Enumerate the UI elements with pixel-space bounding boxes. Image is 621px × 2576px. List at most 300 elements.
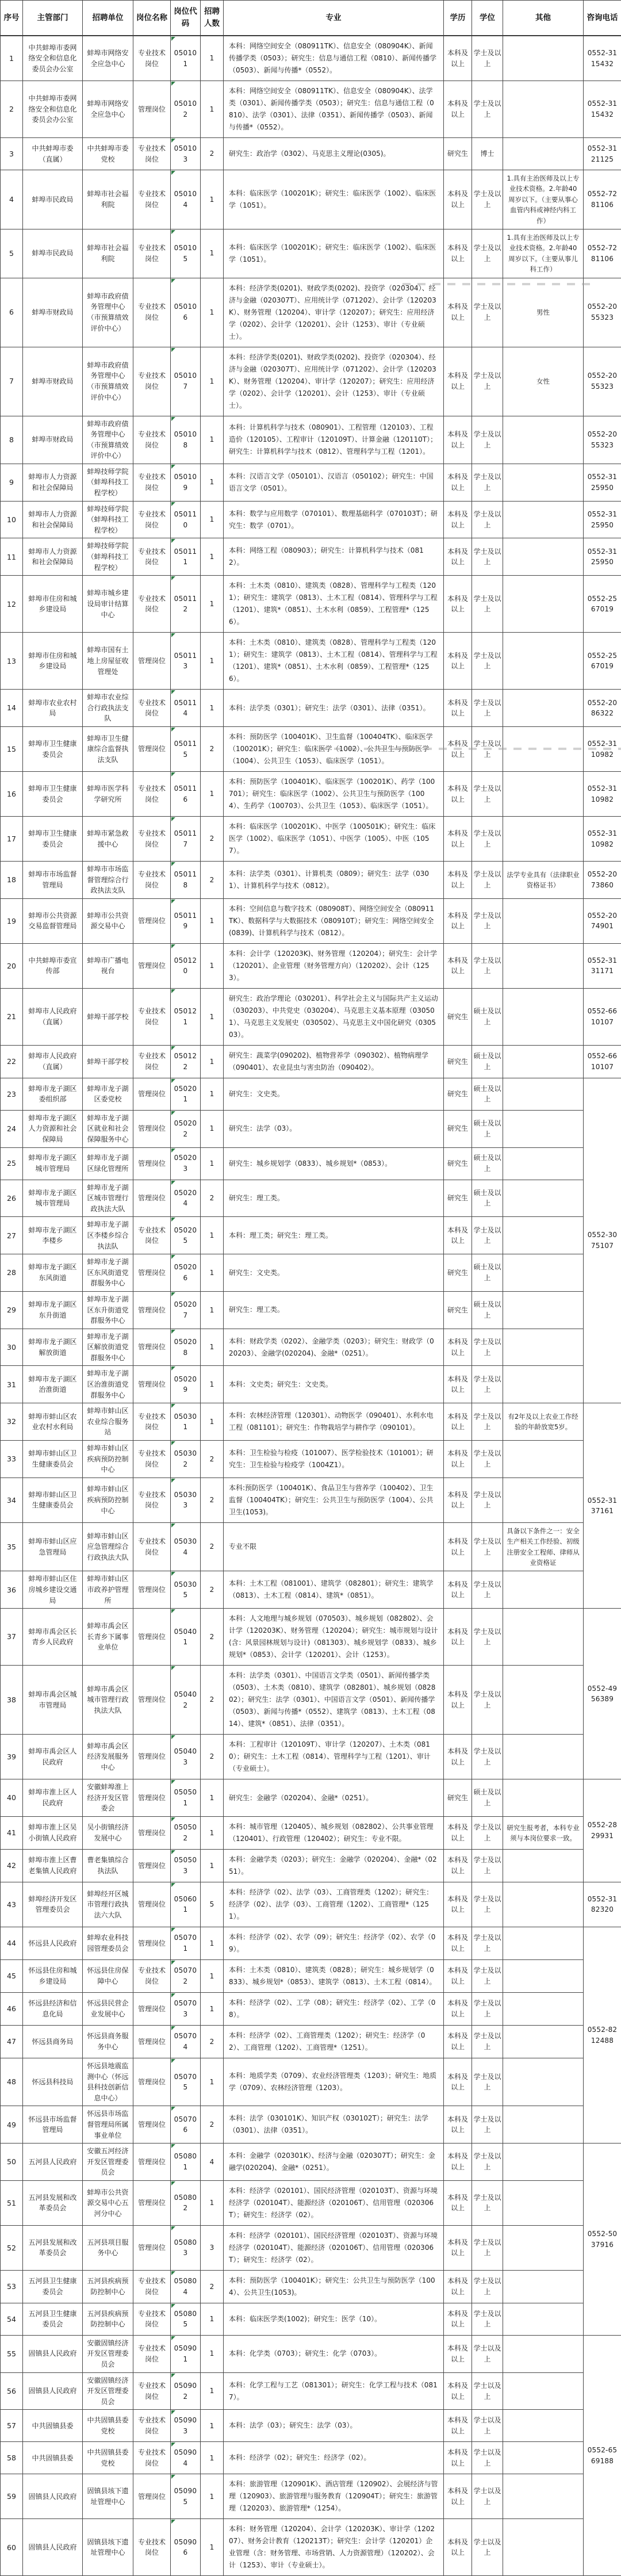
- cell-code: 050116: [171, 772, 201, 817]
- cell-post: 管理岗位: [133, 1078, 171, 1110]
- cell-code: 050702: [171, 1959, 201, 1992]
- cell-post: 管理岗位: [133, 1666, 171, 1735]
- cell-count: 2: [201, 727, 224, 772]
- cell-degree: 学士及以上: [472, 943, 503, 988]
- cell-degree: 学士及以上: [472, 633, 503, 690]
- cell-unit: 五河县项目服务中心: [83, 2225, 133, 2270]
- cell-degree: 学士及以上: [472, 772, 503, 817]
- cell-degree: 硕士及以上: [472, 1045, 503, 1078]
- cell-unit: 怀远县地震监测中心（怀远县科技创新信息中心）: [83, 2058, 133, 2106]
- cell-other: [503, 2474, 584, 2519]
- cell-degree: 学士及以上: [472, 1478, 503, 1522]
- col-header-other: 其他: [503, 1, 584, 36]
- cell-phone: 0552-6569188: [584, 2335, 621, 2576]
- cell-seq: 19: [1, 898, 23, 943]
- table-row: [1, 1366, 621, 1403]
- cell-unit: 蚌埠市蚌山区农业综合服务站: [83, 1403, 133, 1441]
- col-header-edu: 学历: [444, 1, 472, 36]
- table-row: [1, 1992, 621, 2025]
- cell-seq: 25: [1, 1147, 23, 1180]
- cell-major: 研究生：政治学理论（030201）、科学社会主义与国际共产主义运动（030203）、中共党史（030204）、马克思主义基本原理（030501）、马克思主义发展史（030502）、马克思主义中国化研究（030503）。: [224, 988, 444, 1045]
- cell-post: 管理岗位: [133, 1366, 171, 1403]
- table-row: [1, 538, 621, 576]
- cell-count: 1: [201, 943, 224, 988]
- table-row: [1, 690, 621, 727]
- cell-dept: 蚌埠市财政局: [23, 347, 83, 416]
- cell-edu: 本科及以上: [444, 2519, 472, 2576]
- cell-other: [503, 538, 584, 576]
- cell-other: [503, 2106, 584, 2144]
- table-row: [1, 1609, 621, 1666]
- cell-count: 2: [201, 1441, 224, 1478]
- cell-phone: 0552-2086322: [584, 690, 621, 727]
- cell-post: 管理岗位: [133, 2058, 171, 2106]
- cell-other: [503, 501, 584, 538]
- cell-dept: 固镇县人民政府: [23, 2519, 83, 2576]
- table-row: [1, 1522, 621, 1571]
- table-row: [1, 278, 621, 347]
- cell-seq: 17: [1, 817, 23, 862]
- cell-other: [503, 1217, 584, 1254]
- cell-unit: 蚌埠市政府债务管理中心（市预算绩效评价中心）: [83, 347, 133, 416]
- cell-degree: 学士及以上: [472, 862, 503, 899]
- cell-edu: 研究生: [444, 1110, 472, 1147]
- cell-unit: 怀远县市场监督管理局所属事业单位: [83, 2106, 133, 2144]
- cell-edu: 本科及以上: [444, 278, 472, 347]
- cell-edu: 本科及以上: [444, 81, 472, 138]
- cell-major: 研究生：文史类。: [224, 1254, 444, 1292]
- cell-count: 1: [201, 2180, 224, 2225]
- table-row: [1, 2442, 621, 2474]
- cell-edu: 本科及以上: [444, 2303, 472, 2335]
- table-row: [1, 347, 621, 416]
- cell-other: [503, 1882, 584, 1927]
- cell-major: 本科：数学与应用数学（070101）、数理基础科学（070103T）；研究生：数学（0701）。: [224, 501, 444, 538]
- cell-post: 管理岗位: [133, 81, 171, 138]
- table-row: [1, 36, 621, 81]
- cell-post: 专业技术岗位: [133, 347, 171, 416]
- cell-post: 专业技术岗位: [133, 2303, 171, 2335]
- cell-code: 050706: [171, 2106, 201, 2144]
- cell-unit: 固镇县垓下遗址管理中心: [83, 2474, 133, 2519]
- cell-post: 管理岗位: [133, 2225, 171, 2270]
- cell-post: 管理岗位: [133, 1329, 171, 1366]
- table-row: [1, 2519, 621, 2576]
- cell-other: [503, 1078, 584, 1110]
- cell-code: 050207: [171, 1291, 201, 1329]
- cell-post: 专业技术岗位: [133, 2270, 171, 2303]
- cell-seq: 29: [1, 1291, 23, 1329]
- cell-major: 研究生：城乡规划学（0833）、城乡规划*（0853）。: [224, 1147, 444, 1180]
- cell-major: 本科：经济学类(0201)、财政学类(0202)、投资学（020304）、经济与金融（020307T）、应用统计学（071202）、会计学（120203K）、财务管理（120204）、审计学（120207）；研究生：应用经济学（0202）、会计学（120201）、会计（1253）、审计（专业硕士）。: [224, 278, 444, 347]
- cell-edu: 本科及以上: [444, 817, 472, 862]
- table-row: [1, 2180, 621, 2225]
- cell-count: 3: [201, 2225, 224, 2270]
- cell-seq: 39: [1, 1735, 23, 1779]
- cell-degree: 学士及以上: [472, 727, 503, 772]
- cell-other: [503, 1147, 584, 1180]
- cell-unit: 蚌埠市蚌山区市政养护管理所: [83, 1571, 133, 1609]
- cell-post: 专业技术岗位: [133, 862, 171, 899]
- cell-unit: 蚌埠市公共资源交易中心: [83, 898, 133, 943]
- cell-edu: 本科及以上: [444, 1959, 472, 1992]
- table-row: [1, 229, 621, 278]
- cell-unit: 吴小街镇经济发展中心: [83, 1816, 133, 1849]
- cell-major: 研究生：文史类。: [224, 1078, 444, 1110]
- cell-seq: 50: [1, 2144, 23, 2181]
- cell-post: 管理岗位: [133, 1927, 171, 1959]
- cell-unit: 蚌埠市蚌山区疾病预防控制中心: [83, 1478, 133, 1522]
- cell-other: [503, 138, 584, 170]
- cell-degree: 学士及以上: [472, 347, 503, 416]
- cell-count: 1: [201, 1329, 224, 1366]
- cell-other: [503, 1366, 584, 1403]
- cell-degree: 学士及以上: [472, 1217, 503, 1254]
- table-row: [1, 138, 621, 170]
- cell-count: 1: [201, 2442, 224, 2474]
- table-row: [1, 2270, 621, 2303]
- cell-dept: 蚌埠市龙子湖区东升街道: [23, 1291, 83, 1329]
- cell-post: 专业技术岗位: [133, 538, 171, 576]
- table-row: [1, 81, 621, 138]
- cell-major: 本科：地质学类（0709）、农业经济管理类（1203）；研究生：地质学（0709）、农林经济管理（1203）。: [224, 2058, 444, 2106]
- cell-phone: 0552-2055323: [584, 416, 621, 464]
- cell-count: 1: [201, 1816, 224, 1849]
- cell-post: 管理岗位: [133, 2180, 171, 2225]
- cell-post: 管理岗位: [133, 1110, 171, 1147]
- table-row: [1, 2474, 621, 2519]
- cell-degree: 学士及以上: [472, 1571, 503, 1609]
- cell-edu: 本科及以上: [444, 1329, 472, 1366]
- cell-count: 1: [201, 1849, 224, 1882]
- cell-count: 1: [201, 772, 224, 817]
- cell-seq: 60: [1, 2519, 23, 2576]
- cell-code: 050121: [171, 988, 201, 1045]
- cell-other: [503, 2335, 584, 2372]
- cell-unit: 五河县疾病预防控制中心: [83, 2303, 133, 2335]
- cell-unit: 蚌埠市社会福利院: [83, 229, 133, 278]
- cell-post: 管理岗位: [133, 1735, 171, 1779]
- cell-post: 专业技术岗位: [133, 464, 171, 501]
- cell-other: [503, 1291, 584, 1329]
- cell-seq: 32: [1, 1403, 23, 1441]
- cell-unit: 蚌埠市禹会区经济发展服务中心: [83, 1735, 133, 1779]
- cell-degree: 硕士及以上: [472, 1779, 503, 1817]
- cell-unit: 怀远县住房保障中心: [83, 1959, 133, 1992]
- cell-unit: 蚌埠市蚌山区应急管理综合行政执法大队: [83, 1522, 133, 1571]
- cell-major: 本科：法学类（0301）、计算机类（0809）；研究生：法学（0301）、计算机科学与技术（0812）。: [224, 862, 444, 899]
- cell-count: 2: [201, 817, 224, 862]
- cell-unit: 固镇县垓下遗址管理中心: [83, 2519, 133, 2576]
- cell-code: 050203: [171, 1147, 201, 1180]
- cell-seq: 38: [1, 1666, 23, 1735]
- table-row: [1, 1329, 621, 1366]
- cell-unit: 蚌埠经开区城市管理行政执法六大队: [83, 1882, 133, 1927]
- cell-dept: 固镇县人民政府: [23, 2474, 83, 2519]
- cell-count: 1: [201, 1110, 224, 1147]
- cell-seq: 30: [1, 1329, 23, 1366]
- cell-seq: 34: [1, 1478, 23, 1522]
- cell-major: 本科：经济学类(0201)、财政学类(0202)、投资学（020304）、经济与金融（020307T）、应用统计学（071202）、会计学（120203K）、财务管理（120204）、审计学（120207）；研究生：应用经济学（0202）、会计学（120201）、会计（1253）、审计（专业硕士）。: [224, 347, 444, 416]
- cell-post: 专业技术岗位: [133, 1522, 171, 1571]
- cell-major: 本科：经济学（020101）、国民经济管理（020103T）、资源与环境经济学（020104T）、能源经济（020106T）、信用管理（020306T）；研究生：经济学（02）。: [224, 2225, 444, 2270]
- cell-edu: 本科及以上: [444, 2442, 472, 2474]
- cell-edu: 本科及以上: [444, 1992, 472, 2025]
- cell-post: 管理岗位: [133, 1882, 171, 1927]
- cell-code: 050112: [171, 576, 201, 633]
- cell-major: 本科：财务管理（120204）、会计学（120203K）、审计学（120207）、财务会计教育（120213T）；研究生：会计学（120201）企业管理（含：财务管理、市场营销、人力资源管理）（120202）、会计（1253）、审计（专业硕士）。: [224, 2519, 444, 2576]
- cell-degree: 学士及以上: [472, 1522, 503, 1571]
- cell-dept: 蚌埠市龙子湖区治淮街道: [23, 1366, 83, 1403]
- cell-code: 050901: [171, 2335, 201, 2372]
- cell-phone: 0552-3125950: [584, 538, 621, 576]
- cell-seq: 4: [1, 170, 23, 229]
- cell-edu: 研究生: [444, 138, 472, 170]
- cell-post: 专业技术岗位: [133, 278, 171, 347]
- cell-major: 本科：文史类；研究生：文史类。: [224, 1366, 444, 1403]
- cell-edu: 研究生: [444, 1779, 472, 1817]
- cell-phone: 0552-2567019: [584, 576, 621, 633]
- table-row: [1, 943, 621, 988]
- cell-seq: 57: [1, 2410, 23, 2442]
- cell-phone: 0552-3110982: [584, 772, 621, 817]
- cell-seq: 31: [1, 1366, 23, 1403]
- cell-post: 管理岗位: [133, 1816, 171, 1849]
- cell-major: 研究生：理工类。: [224, 1291, 444, 1329]
- cell-unit: 蚌埠技师学院（蚌埠科技工程学校）: [83, 538, 133, 576]
- cell-seq: 47: [1, 2025, 23, 2058]
- cell-major: 本科：预防医学（100401K）、临床医学（100201K）、药学（100701）；研究生：临床医学（1002）、公共卫生与预防医学（1004）、生药学（100703）、公共卫生（1053）、临床医学（1051）。: [224, 772, 444, 817]
- cell-count: 1: [201, 2372, 224, 2410]
- cell-dept: 怀远县市场监督管理局: [23, 2106, 83, 2144]
- cell-unit: 安徽固镇经济开发区管理委员会: [83, 2335, 133, 2372]
- cell-code: 050803: [171, 2225, 201, 2270]
- table-row: [1, 576, 621, 633]
- cell-degree: 学士及以上: [472, 464, 503, 501]
- cell-count: 4: [201, 2144, 224, 2181]
- cell-phone: 0552-2829931: [584, 1779, 621, 1882]
- table-row: [1, 1816, 621, 1849]
- table-body: [1, 36, 621, 2576]
- cell-code: 050104: [171, 170, 201, 229]
- cell-code: 050906: [171, 2519, 201, 2576]
- cell-degree: 学士及以上: [472, 1927, 503, 1959]
- cell-degree: 硕士及以上: [472, 1110, 503, 1147]
- cell-degree: 学士及以上: [472, 817, 503, 862]
- cell-unit: 蚌埠市龙子湖区就业和社会保障服务中心: [83, 1110, 133, 1147]
- cell-code: 050703: [171, 1992, 201, 2025]
- cell-dept: 五河县人民政府: [23, 2144, 83, 2181]
- cell-degree: 学士及以上: [472, 1992, 503, 2025]
- cell-edu: 本科及以上: [444, 2270, 472, 2303]
- cell-count: 1: [201, 1078, 224, 1110]
- cell-seq: 27: [1, 1217, 23, 1254]
- cell-dept: 蚌埠市人力资源和社会保障局: [23, 464, 83, 501]
- cell-other: [503, 1849, 584, 1882]
- cell-degree: 学士以及上: [472, 2372, 503, 2410]
- cell-post: 专业技术岗位: [133, 501, 171, 538]
- cell-seq: 1: [1, 36, 23, 81]
- cell-count: 1: [201, 1366, 224, 1403]
- cell-count: 1: [201, 1959, 224, 1992]
- table-row: [1, 2144, 621, 2181]
- cell-seq: 58: [1, 2442, 23, 2474]
- table-row: [1, 862, 621, 899]
- cell-count: 1: [201, 2519, 224, 2576]
- cell-unit: 蚌埠市社会福利院: [83, 170, 133, 229]
- cell-code: 050705: [171, 2058, 201, 2106]
- cell-degree: 学士及以上: [472, 1735, 503, 1779]
- cell-degree: 硕士及以上: [472, 1078, 503, 1110]
- cell-count: 1: [201, 278, 224, 347]
- cell-code: 050204: [171, 1180, 201, 1217]
- cell-degree: 学士及以上: [472, 2303, 503, 2335]
- cell-dept: 中共蚌埠市委（直属）: [23, 138, 83, 170]
- cell-post: 管理岗位: [133, 2025, 171, 2058]
- cell-code: 050904: [171, 2442, 201, 2474]
- cell-seq: 11: [1, 538, 23, 576]
- cell-major: 本科：法学类（0301）；研究生：法学（0301）、法律（0351）。: [224, 690, 444, 727]
- cell-degree: 学士及以上: [472, 2144, 503, 2181]
- cell-count: 1: [201, 36, 224, 81]
- cell-degree: 学士以及上: [472, 2410, 503, 2442]
- cell-code: 050402: [171, 1666, 201, 1735]
- cell-count: 1: [201, 170, 224, 229]
- cell-other: [503, 2058, 584, 2106]
- cell-count: 1: [201, 2303, 224, 2335]
- cell-post: 专业技术岗位: [133, 170, 171, 229]
- cell-major: 研究生：理工类。: [224, 1180, 444, 1217]
- col-header-unit: 招聘单位: [83, 1, 133, 36]
- cell-code: 050903: [171, 2410, 201, 2442]
- cell-post: 专业技术岗位: [133, 690, 171, 727]
- cell-other: [503, 1959, 584, 1992]
- cell-major: 本科：经济学（02）、法学（03）、工商管理类（1202）；研究生：经济学（02）、法学（03）、工商管理（1202）、工商管理*（1251）。: [224, 1882, 444, 1927]
- cell-major: 本科：经济学（02）、农学（09）；研究生：经济学（02）、农学（09）。: [224, 1927, 444, 1959]
- cell-seq: 49: [1, 2106, 23, 2144]
- cell-code: 050208: [171, 1329, 201, 1366]
- cell-count: 1: [201, 347, 224, 416]
- cell-dept: 固镇县人民政府: [23, 2372, 83, 2410]
- cell-major: 本科：化学类（0703）；研究生：化学（0703）。: [224, 2335, 444, 2372]
- cell-major: 本科：临床医学（100201K）；研究生：临床医学（1002）、临床医学（1051）。: [224, 170, 444, 229]
- table-row: [1, 633, 621, 690]
- table-row: [1, 1882, 621, 1927]
- cell-count: 2: [201, 2270, 224, 2303]
- table-row: [1, 1779, 621, 1817]
- cell-unit: 蚌埠市国有土地上房屋征收管理处: [83, 633, 133, 690]
- cell-count: 1: [201, 2410, 224, 2442]
- cell-code: 050118: [171, 862, 201, 899]
- cell-count: 1: [201, 633, 224, 690]
- table-row: [1, 1478, 621, 1522]
- cell-seq: 41: [1, 1816, 23, 1849]
- cell-edu: 本科及以上: [444, 1735, 472, 1779]
- cell-post: 专业技术岗位: [133, 1217, 171, 1254]
- table-row: [1, 1110, 621, 1147]
- cell-other: [503, 727, 584, 772]
- cell-edu: 本科及以上: [444, 2335, 472, 2372]
- cell-post: 管理岗位: [133, 1609, 171, 1666]
- cell-code: 050108: [171, 416, 201, 464]
- cell-code: 050110: [171, 501, 201, 538]
- cell-dept: 蚌埠市淮上区曹老集镇人民政府: [23, 1849, 83, 1882]
- cell-unit: 蚌埠市紧急救援中心: [83, 817, 133, 862]
- cell-edu: 本科及以上: [444, 2058, 472, 2106]
- table-row: [1, 988, 621, 1045]
- cell-edu: 本科及以上: [444, 2372, 472, 2410]
- cell-major: 本科：经济学（02）、工学（08）；研究生：经济学（02）、工学（08）。: [224, 1992, 444, 2025]
- cell-other: [503, 1571, 584, 1609]
- cell-seq: 43: [1, 1882, 23, 1927]
- cell-post: 管理岗位: [133, 1779, 171, 1817]
- cell-major: 研究生：政治学（0302）、马克思主义理论(0305)。: [224, 138, 444, 170]
- col-header-code: 岗位代码: [171, 1, 201, 36]
- cell-code: 050804: [171, 2270, 201, 2303]
- cell-unit: 蚌埠市龙子湖区城市管理行政执法大队: [83, 1180, 133, 1217]
- cell-seq: 59: [1, 2474, 23, 2519]
- cell-code: 050601: [171, 1882, 201, 1927]
- cell-edu: 本科及以上: [444, 1478, 472, 1522]
- table-row: [1, 1045, 621, 1078]
- cell-code: 050109: [171, 464, 201, 501]
- cell-dept: 蚌埠市人民政府（直属）: [23, 1045, 83, 1078]
- table-row: [1, 1147, 621, 1180]
- cell-other: [503, 1110, 584, 1147]
- cell-edu: 本科及以上: [444, 1666, 472, 1735]
- cell-other: [503, 1735, 584, 1779]
- cell-edu: 本科及以上: [444, 862, 472, 899]
- cell-phone: 0552-2073860: [584, 862, 621, 899]
- cell-seq: 2: [1, 81, 23, 138]
- cell-edu: 本科及以上: [444, 501, 472, 538]
- table-row: [1, 1735, 621, 1779]
- cell-other: [503, 1478, 584, 1522]
- cell-edu: 本科及以上: [444, 170, 472, 229]
- cell-other: [503, 36, 584, 81]
- cell-dept: 怀远县人民政府: [23, 1927, 83, 1959]
- cell-major: 本科：化学工程与工艺（081301）；研究生：化学工程与技术（0817）。: [224, 2372, 444, 2410]
- cell-dept: 蚌埠市住房和城乡建设局: [23, 576, 83, 633]
- cell-edu: 本科及以上: [444, 347, 472, 416]
- cell-other: [503, 2410, 584, 2442]
- cell-seq: 45: [1, 1959, 23, 1992]
- cell-code: 050305: [171, 1571, 201, 1609]
- cell-major: 本科：理工类；研究生：理工类。: [224, 1217, 444, 1254]
- cell-seq: 54: [1, 2303, 23, 2335]
- cell-phone: 0552-7281106: [584, 170, 621, 229]
- cell-major: 本科：农林经济管理（120301）、动物医学（090401）、水利水电工程（081101）；研究生：作物栽培学与耕作学（090101）。: [224, 1403, 444, 1441]
- cell-unit: 中共蚌埠市委党校: [83, 138, 133, 170]
- cell-edu: 本科及以上: [444, 1571, 472, 1609]
- col-header-phone: 咨询电话: [584, 1, 621, 36]
- cell-count: 2: [201, 1666, 224, 1735]
- cell-dept: 怀远县科技局: [23, 2058, 83, 2106]
- cell-seq: 8: [1, 416, 23, 464]
- cell-edu: 本科及以上: [444, 1882, 472, 1927]
- cell-count: 1: [201, 538, 224, 576]
- cell-code: 050701: [171, 1927, 201, 1959]
- cell-other: 有2年及以上农业工作经验的年龄放宽5岁。: [503, 1403, 584, 1441]
- cell-degree: 学士及以上: [472, 2225, 503, 2270]
- cell-count: 1: [201, 501, 224, 538]
- cell-count: 1: [201, 988, 224, 1045]
- cell-degree: 学士及以上: [472, 1666, 503, 1735]
- cell-major: 本科：法学（030101K）、知识产权（030102T）；研究生：法学（0301）、法律（0351）。: [224, 2106, 444, 2144]
- cell-seq: 36: [1, 1571, 23, 1609]
- table-row: [1, 727, 621, 772]
- cell-major: 本科：人文地理与城乡规划（070503）、城乡规划（082802）、会计学（120203K）、财务管理（120204）；研究生：城市规划与设计(含：风景园林规划与设计)（081303）、城乡规划学（0833）、城乡规划*（0853）、会计学（120201）、会计（1253）。: [224, 1609, 444, 1666]
